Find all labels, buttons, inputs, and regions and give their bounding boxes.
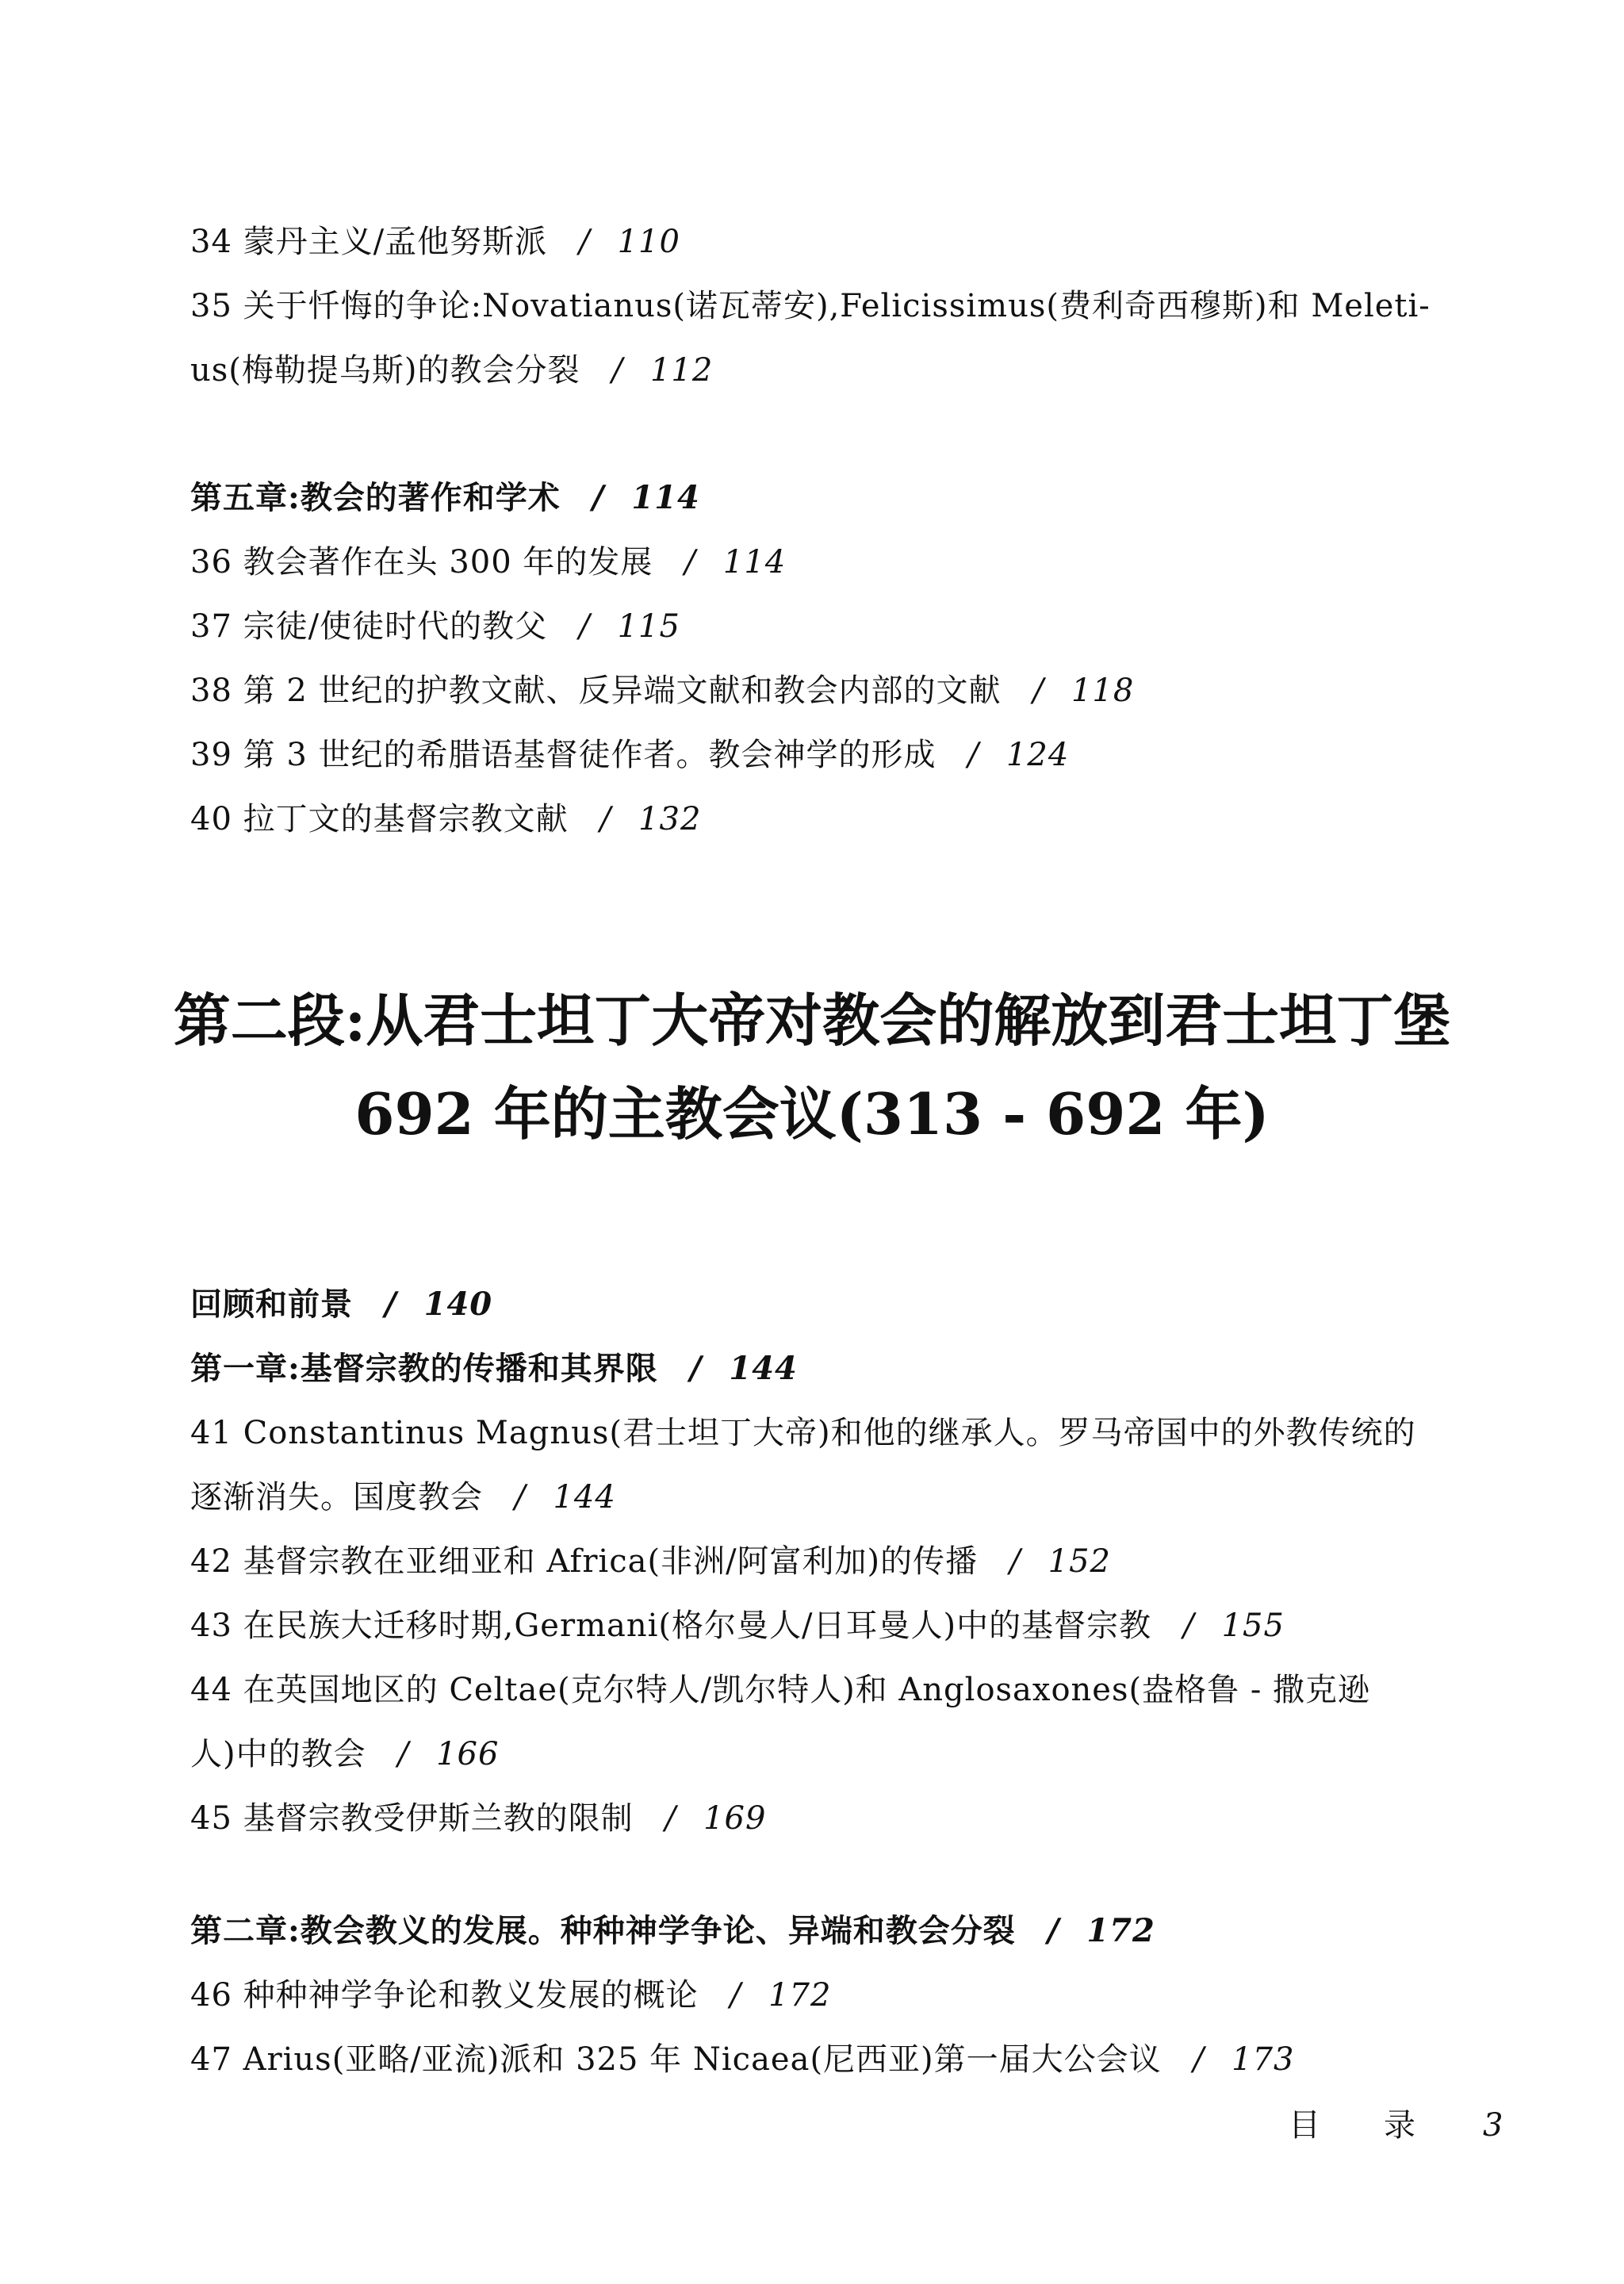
toc-entry-44-cont: 人)中的教会 / 166 [190, 1736, 500, 1772]
toc-entry-34: 34 蒙丹主义/孟他努斯派 / 110 [190, 224, 680, 260]
footer-label: 目 录 [1289, 2107, 1415, 2144]
footer-page-number: 3 [1483, 2107, 1503, 2144]
chapter-1-heading: 第一章:基督宗教的传播和其界限 / 144 [190, 1350, 798, 1387]
chapter-5-heading: 第五章:教会的著作和学术 / 114 [190, 479, 700, 516]
toc-entry-44: 44 在英国地区的 Celtae(克尔特人/凯尔特人)和 Anglosaxones(盎格鲁 - 撒克逊 [190, 1672, 1371, 1708]
toc-entry-39: 39 第 3 世纪的希腊语基督徒作者。教会神学的形成 / 124 [190, 737, 1070, 773]
section-title-line-1: 第二段:从君士坦丁大帝对教会的解放到君士坦丁堡 [173, 987, 1451, 1054]
toc-entry-41: 41 Constantinus Magnus(君士坦丁大帝)和他的继承人。罗马帝国中的外教传统的 [190, 1415, 1416, 1451]
toc-entry-42: 42 基督宗教在亚细亚和 Africa(非洲/阿富利加)的传播 / 152 [190, 1543, 1112, 1580]
toc-entry-46: 46 种种神学争论和教义发展的概论 / 172 [190, 1977, 832, 2014]
toc-entry-37: 37 宗徒/使徒时代的教父 / 115 [190, 608, 680, 645]
toc-entry-36: 36 教会著作在头 300 年的发展 / 114 [190, 544, 787, 581]
section-title-line-2: 692 年的主教会议(313 - 692 年) [354, 1080, 1270, 1148]
review-heading: 回顾和前景 / 140 [190, 1286, 493, 1323]
toc-entry-40: 40 拉丁文的基督宗教文献 / 132 [190, 801, 702, 837]
toc-entry-43: 43 在民族大迁移时期,Germani(格尔曼人/日耳曼人)中的基督宗教 / 155 [190, 1608, 1285, 1644]
toc-entry-41-cont: 逐渐消失。国度教会 / 144 [190, 1479, 616, 1516]
toc-entry-35: 35 关于忏悔的争论:Novatianus(诺瓦蒂安),Felicissimus(费利奇西穆斯)和 Meleti- [190, 288, 1431, 324]
toc-entry-47: 47 Arius(亚略/亚流)派和 325 年 Nicaea(尼西亚)第一届大公会议 / 173 [190, 2041, 1295, 2078]
toc-entry-35-cont: us(梅勒提乌斯)的教会分裂 / 112 [190, 352, 714, 389]
chapter-2-heading: 第二章:教会教义的发展。种种神学争论、异端和教会分裂 / 172 [190, 1912, 1155, 1949]
toc-entry-45: 45 基督宗教受伊斯兰教的限制 / 169 [190, 1800, 767, 1837]
toc-entry-38: 38 第 2 世纪的护教文献、反异端文献和教会内部的文献 / 118 [190, 673, 1135, 709]
